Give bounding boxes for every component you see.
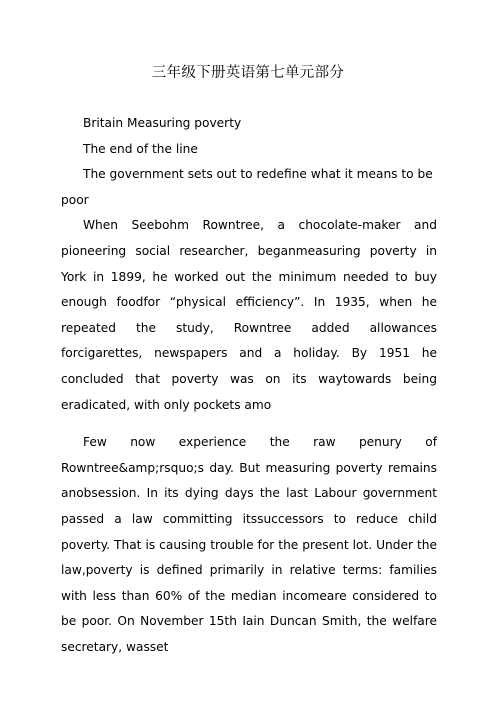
document-body xyxy=(61,111,437,660)
paragraph-penury: Few now experience the raw penury of Rowntree&amp;rsquo;s day. But measuring poverty remains anobsession. In its dying days the last Labour government passed a law committing itssuccessors to reduce child poverty. That is causing trouble for the present lot. Under the law,poverty is defined primarily in relative terms: families with less than 60% of the median incomeare considered to be poor. On November 15th Iain Duncan Smith, the welfare secretary, wasset xyxy=(61,435,437,654)
paragraph-rowntree: When Seebohm Rowntree, a chocolate-maker and pioneering social researcher, beganmeasuring poverty in York in 1899, he worked out the minimum needed to buy enough foodfor “physical efficiency”. In 1935, when he repeated the study, Rowntree added allowances forcigarettes, newspapers and a holiday. By 1951 he concluded that poverty was on its waytowards being eradicated, with only pockets amo xyxy=(61,218,437,412)
document-title: 三年级下册英语第七单元部分 xyxy=(151,65,345,81)
paragraph-standfirst: The government sets out to redefine what it means to be poor xyxy=(61,167,433,207)
paragraph-heading-britain: Britain Measuring poverty xyxy=(83,116,242,130)
paragraph-subheading: The end of the line xyxy=(83,141,198,156)
